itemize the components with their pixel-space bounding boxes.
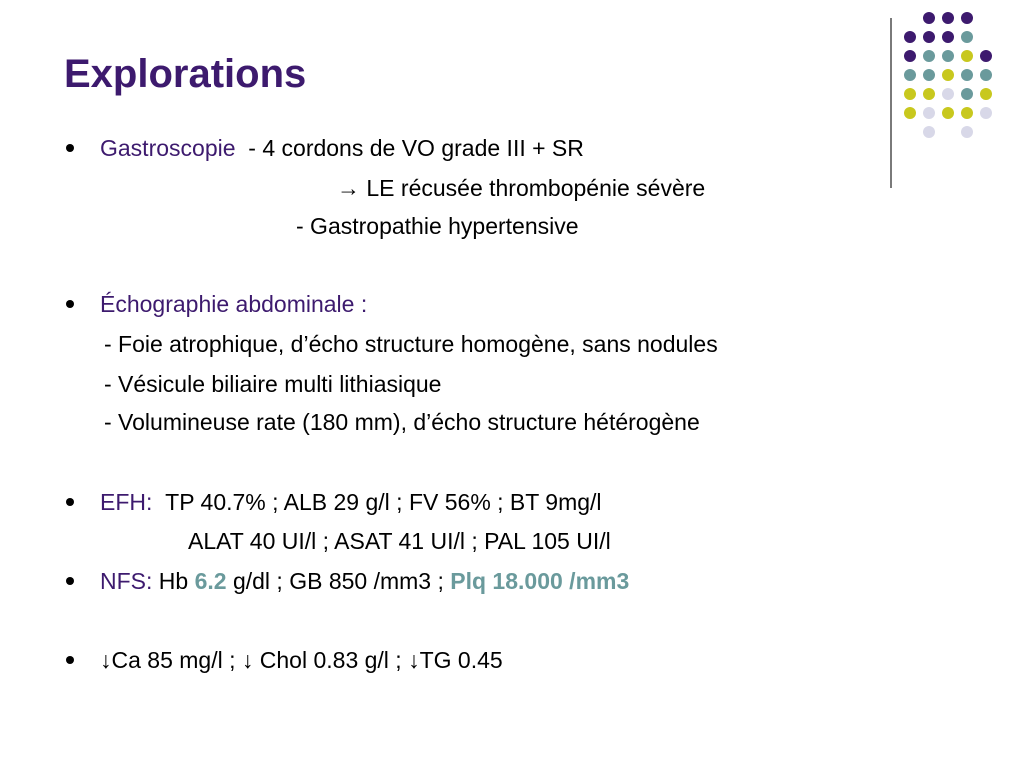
gastro-finding-1: - 4 cordons de VO grade III + SR <box>248 135 584 161</box>
bullet-echo <box>66 300 74 308</box>
decor-dot <box>923 88 935 100</box>
decor-dot <box>961 69 973 81</box>
gastro-finding-3: - Gastropathie hypertensive <box>296 213 579 239</box>
decor-dot <box>904 31 916 43</box>
echo-label: Échographie abdominale : <box>100 291 368 317</box>
nfs-rest: g/dl ; GB 850 /mm3 ; <box>232 568 444 594</box>
decor-dot <box>942 12 954 24</box>
decor-dot <box>942 50 954 62</box>
bullet-nfs <box>66 577 74 585</box>
decor-dot <box>980 69 992 81</box>
decor-dot <box>923 126 935 138</box>
decor-dot <box>904 50 916 62</box>
decor-dot <box>923 107 935 119</box>
decor-dot <box>942 69 954 81</box>
bullet-gastro <box>66 144 74 152</box>
decor-dot <box>961 88 973 100</box>
efh-values-2: ALAT 40 UI/l ; ASAT 41 UI/l ; PAL 105 UI/l <box>188 528 611 554</box>
efh-label: EFH: <box>100 489 153 515</box>
decorative-dot-grid <box>904 12 1004 172</box>
gastro-finding-2: → LE récusée thrombopénie sévère <box>337 175 706 201</box>
decor-dot <box>980 50 992 62</box>
decor-dot <box>961 126 973 138</box>
gastro-label: Gastroscopie <box>100 135 236 161</box>
decor-dot <box>942 31 954 43</box>
decor-dot <box>923 50 935 62</box>
decor-dot <box>923 31 935 43</box>
decor-dot <box>904 107 916 119</box>
decor-dot <box>961 31 973 43</box>
divider-line <box>890 18 892 188</box>
efh-values-1: TP 40.7% ; ALB 29 g/l ; FV 56% ; BT 9mg/l <box>165 489 602 515</box>
decor-dot <box>961 12 973 24</box>
decor-dot <box>904 69 916 81</box>
echo-item-1: - Foie atrophique, d’écho structure homogène, sans nodules <box>104 331 718 357</box>
decor-dot <box>961 107 973 119</box>
nfs-hb-value: 6.2 <box>194 568 227 594</box>
decor-dot <box>980 88 992 100</box>
gastro-line-1 <box>100 134 584 162</box>
decor-dot <box>961 50 973 62</box>
bio-line: ↓Ca 85 mg/l ; ↓ Chol 0.83 g/l ; ↓TG 0.45 <box>100 647 503 673</box>
slide-title: Explorations <box>64 52 307 96</box>
echo-item-3: - Volumineuse rate (180 mm), d’écho structure hétérogène <box>104 409 700 435</box>
decor-dot <box>980 107 992 119</box>
decor-dot <box>942 107 954 119</box>
decor-dot <box>923 12 935 24</box>
nfs-label: NFS: <box>100 568 153 594</box>
bullet-efh <box>66 498 74 506</box>
nfs-hb-label: Hb <box>158 568 189 594</box>
nfs-line <box>100 567 629 595</box>
echo-item-2: - Vésicule biliaire multi lithiasique <box>104 371 442 397</box>
decor-dot <box>904 88 916 100</box>
nfs-plq: Plq 18.000 /mm3 <box>450 568 630 594</box>
decor-dot <box>923 69 935 81</box>
bullet-bio <box>66 656 74 664</box>
decor-dot <box>942 88 954 100</box>
efh-line-1 <box>100 488 602 516</box>
